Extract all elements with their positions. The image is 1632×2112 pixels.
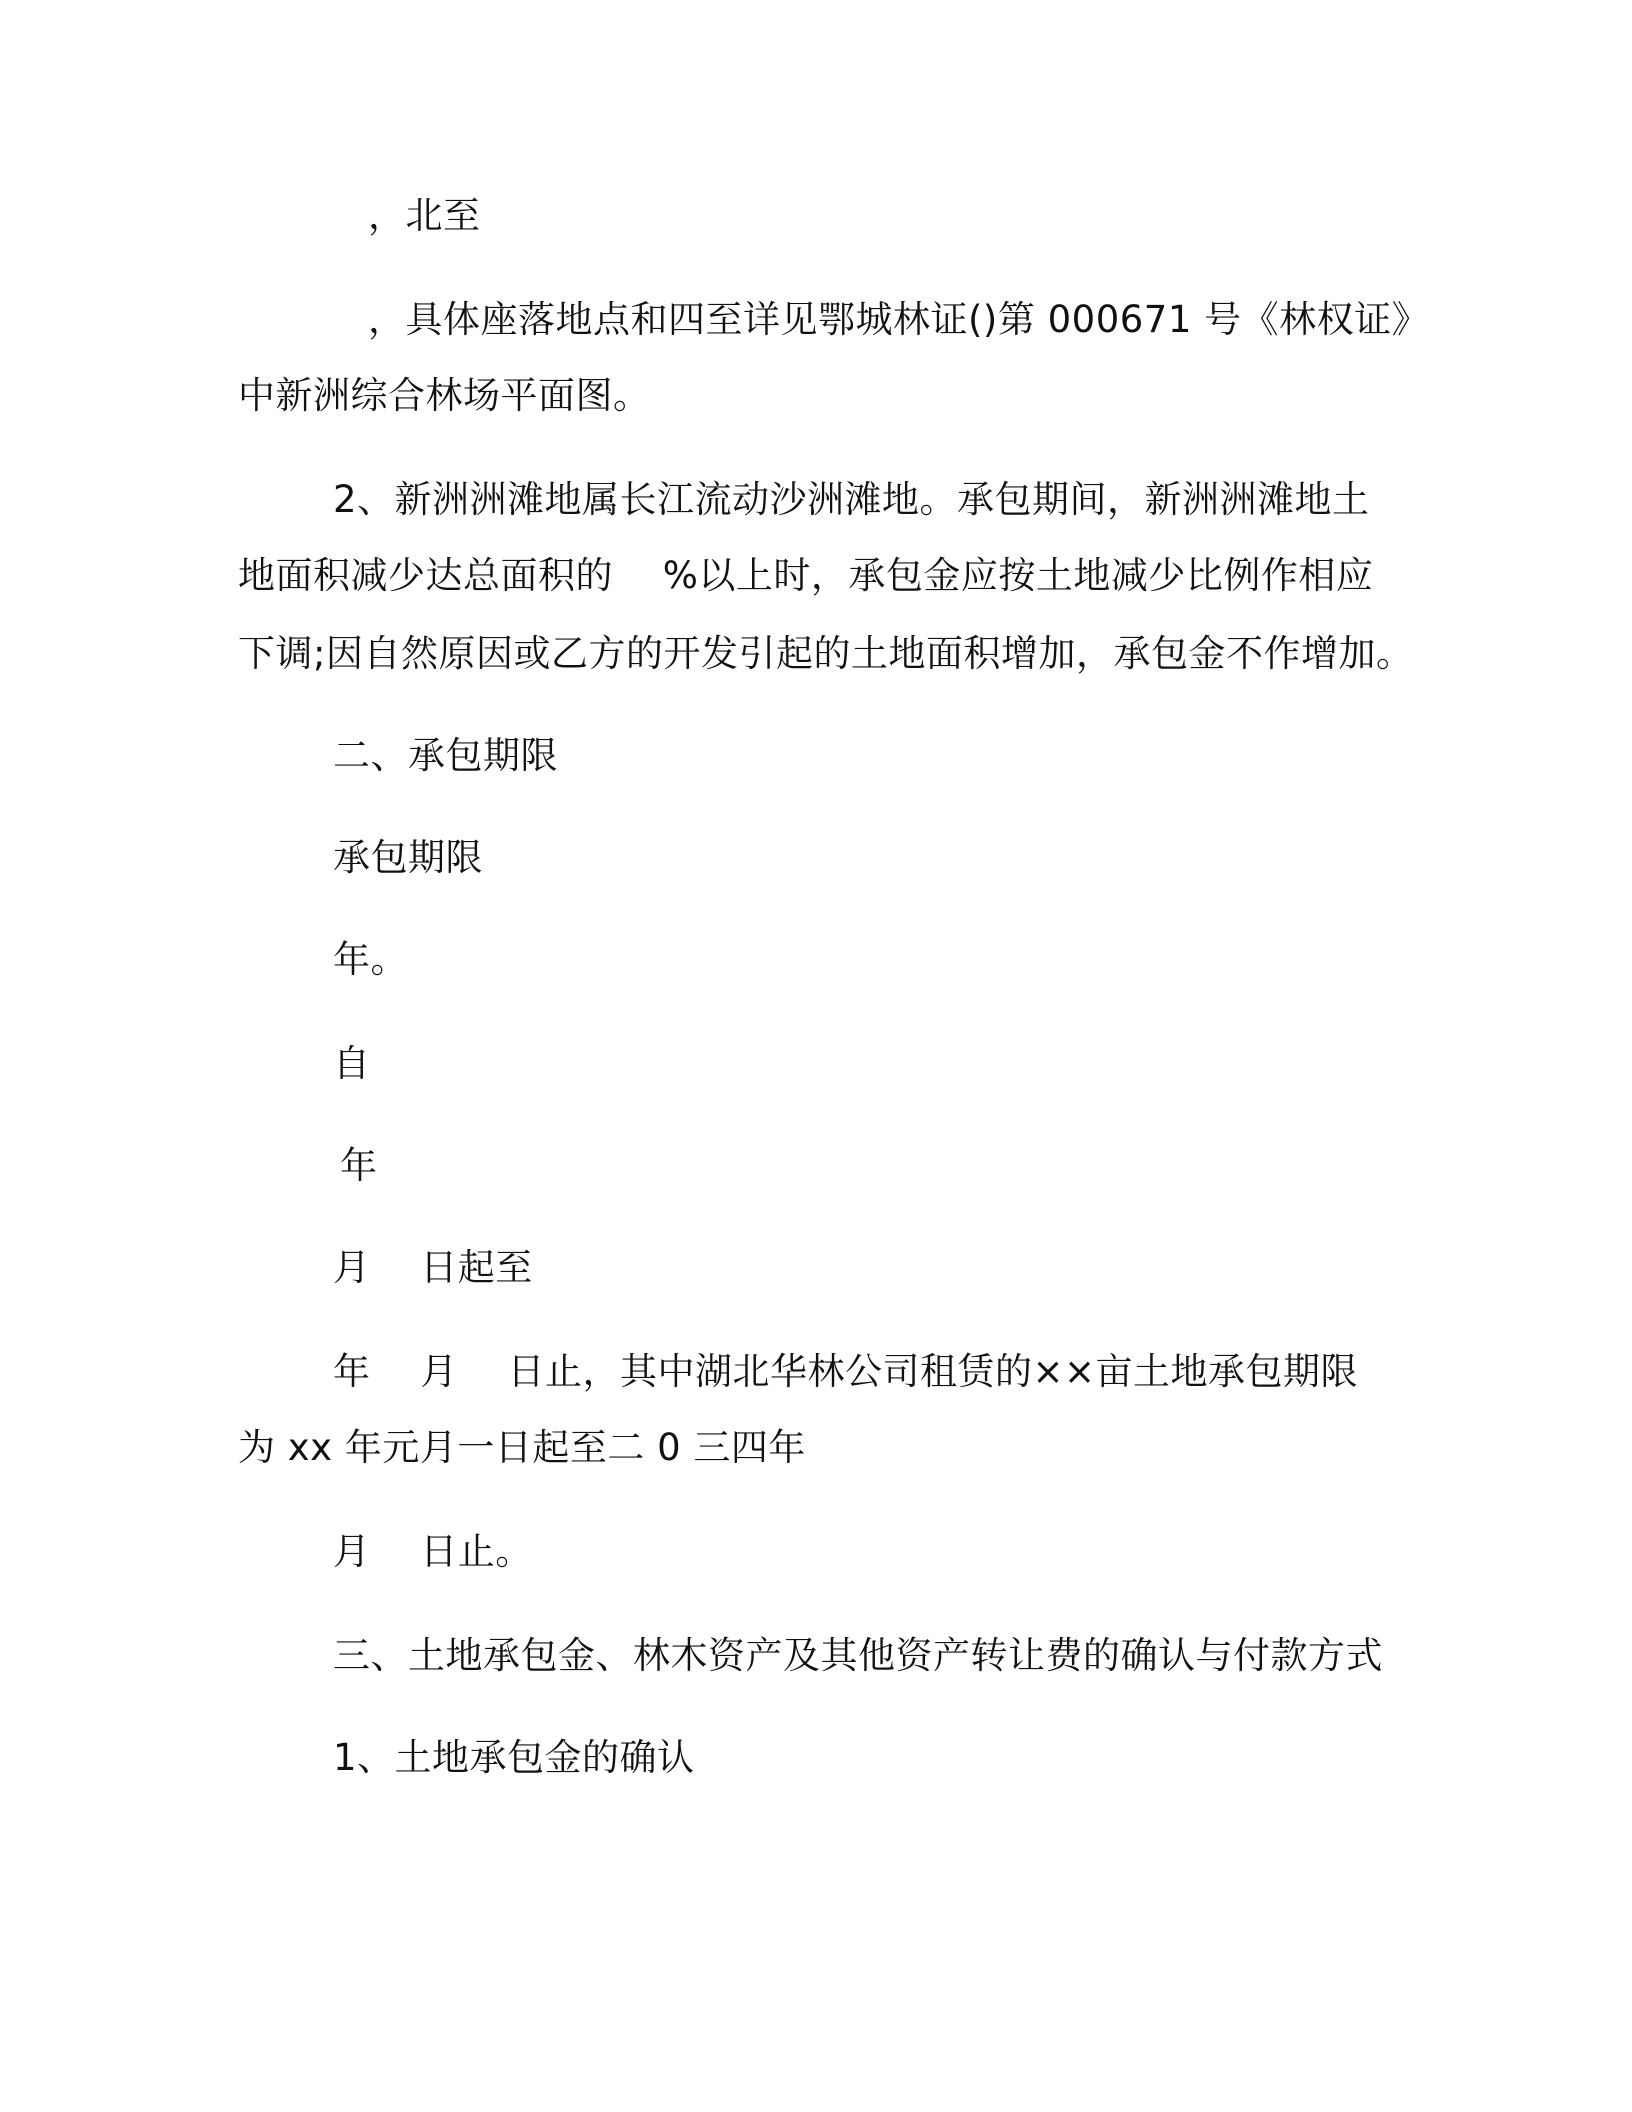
text-line: 月 日起至 [333, 1246, 533, 1289]
text-line: 月 日止。 [333, 1530, 533, 1573]
text-line: 为 xx 年元月一日起至二 0 三四年 [238, 1426, 806, 1469]
text-line: 地面积减少达总面积的 %以上时，承包金应按土地减少比例作相应 [238, 554, 1374, 597]
text-line: 自 [333, 1042, 371, 1085]
text-line: ，具体座落地点和四至详见鄂城林证()第 000671 号《林权证》 [368, 298, 1430, 341]
text-line: 中新洲综合林场平面图。 [238, 374, 651, 417]
text-line: 年。 [333, 938, 408, 981]
text-line: 年 月 日止，其中湖北华林公司租赁的××亩土地承包期限 [333, 1350, 1359, 1393]
text-line: 下调;因自然原因或乙方的开发引起的土地面积增加，承包金不作增加。 [238, 632, 1414, 675]
text-line: 承包期限 [333, 836, 483, 879]
text-line: 年 [340, 1144, 378, 1187]
text-line: 2、新洲洲滩地属长江流动沙洲滩地。承包期间，新洲洲滩地土 [333, 478, 1370, 521]
subsection-heading: 1、土地承包金的确认 [333, 1736, 695, 1779]
section-heading: 二、承包期限 [333, 734, 558, 777]
text-line: ，北至 [368, 194, 481, 237]
section-heading: 三、土地承包金、林木资产及其他资产转让费的确认与付款方式 [333, 1634, 1383, 1677]
